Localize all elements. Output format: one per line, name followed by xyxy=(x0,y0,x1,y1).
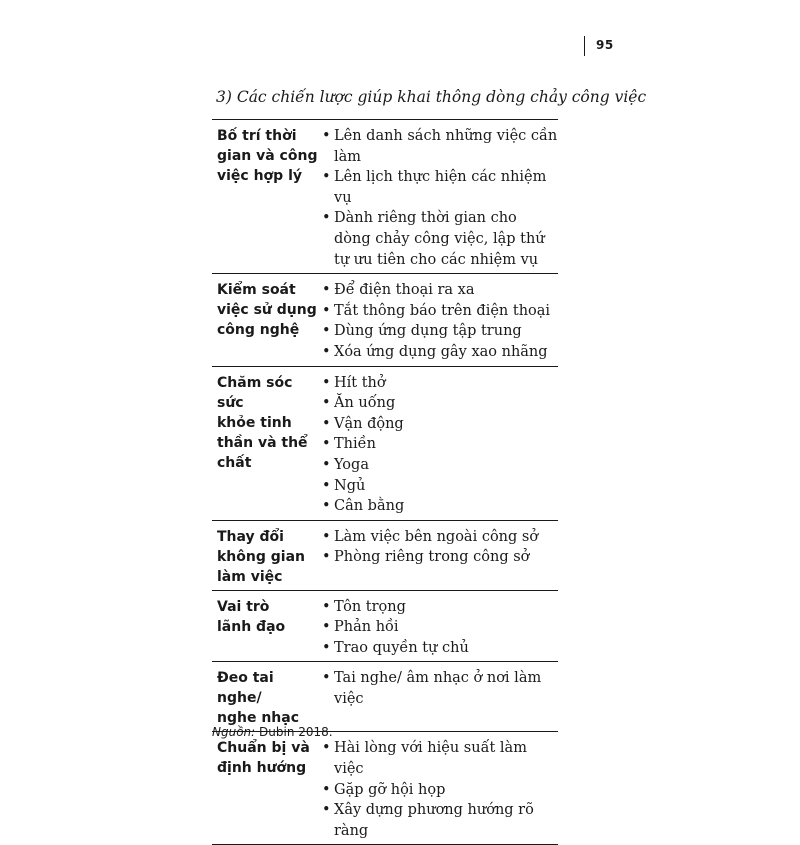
row-items xyxy=(322,280,558,362)
row-items xyxy=(322,597,558,659)
source-label: Nguồn: xyxy=(212,725,256,739)
list-item: • Tôn trọng xyxy=(322,597,558,618)
list-item: • Hài lòng với hiệu suất làm việc xyxy=(322,738,558,779)
table-row xyxy=(212,274,558,366)
list-item: • Xóa ứng dụng gây xao nhãng xyxy=(322,342,558,363)
list-item: • Tai nghe/ âm nhạc ở nơi làm việc xyxy=(322,668,558,709)
list-item: • Xây dựng phương hướng rõ ràng xyxy=(322,800,558,841)
list-item: • Vận động xyxy=(322,414,558,435)
list-item: • Gặp gỡ hội họp xyxy=(322,780,558,801)
row-items xyxy=(322,373,558,517)
row-items xyxy=(322,668,558,728)
row-items xyxy=(322,126,558,270)
row-category: Chăm sóc sức khỏe tinh thần và thể chất xyxy=(217,374,308,471)
header-rule xyxy=(584,36,585,56)
list-item: • Phản hồi xyxy=(322,617,558,638)
row-category: Bố trí thời gian và công việc hợp lý xyxy=(217,128,318,184)
list-item: • Tắt thông báo trên điện thoại xyxy=(322,301,558,322)
list-item: • Cân bằng xyxy=(322,496,558,517)
page-number: 95 xyxy=(596,38,614,52)
row-items xyxy=(322,527,558,587)
table-row xyxy=(212,662,558,732)
table-row xyxy=(212,367,558,521)
row-category: Kiểm soát việc sử dụng công nghệ xyxy=(217,282,317,339)
source-text: Dubin 2018. xyxy=(255,725,333,739)
list-item: • Dành riêng thời gian cho dòng chảy công việc, lập thứ tự ưu tiên cho các nhiệm vụ xyxy=(322,208,558,270)
list-item: • Ngủ xyxy=(322,476,558,497)
row-category: Chuẩn bị và định hướng xyxy=(217,740,310,777)
list-item: • Yoga xyxy=(322,455,558,476)
table-row xyxy=(212,732,558,845)
row-category: Thay đổi không gian làm việc xyxy=(217,528,305,585)
list-item: • Phòng riêng trong công sở xyxy=(322,547,558,568)
list-item: • Lên danh sách những việc cần làm xyxy=(322,126,558,167)
table-row xyxy=(212,521,558,591)
row-items xyxy=(322,738,558,841)
row-category: Vai trò lãnh đạo xyxy=(217,598,286,635)
source-note xyxy=(212,725,333,739)
list-item: • Làm việc bên ngoài công sở xyxy=(322,527,558,548)
row-category: Đeo tai nghe/ nghe nhạc xyxy=(217,670,300,727)
list-item: • Dùng ứng dụng tập trung xyxy=(322,321,558,342)
table-row xyxy=(212,120,558,274)
list-item: • Trao quyền tự chủ xyxy=(322,638,558,659)
list-item: • Ăn uống xyxy=(322,393,558,414)
list-item: • Lên lịch thực hiện các nhiệm vụ xyxy=(322,167,558,208)
table-row xyxy=(212,591,558,663)
list-item: • Để điện thoại ra xa xyxy=(322,280,558,301)
list-item: • Thiền xyxy=(322,434,558,455)
list-item: • Hít thở xyxy=(322,373,558,394)
table-caption: 3) Các chiến lược giúp khai thông dòng chảy công việc xyxy=(216,88,647,106)
